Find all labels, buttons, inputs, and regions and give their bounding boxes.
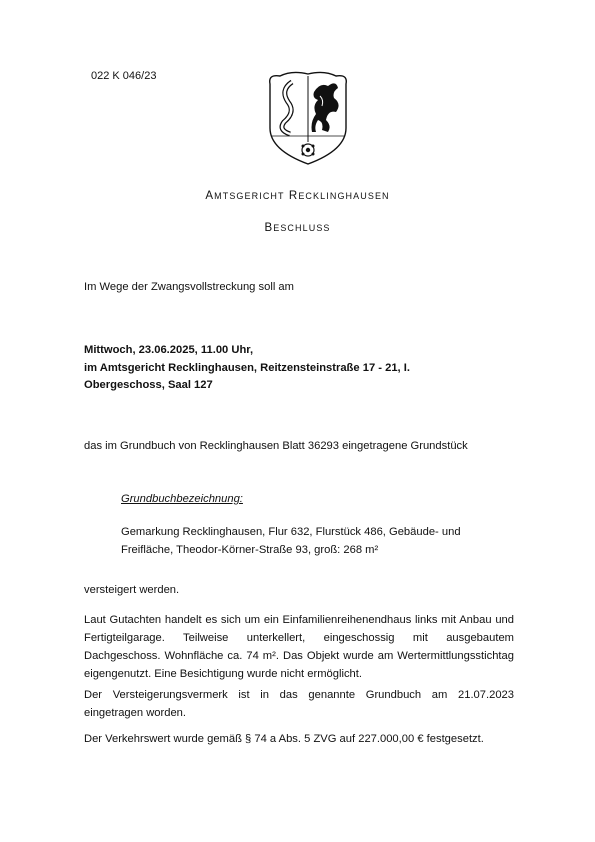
auction-date-location [84,342,504,395]
market-value-paragraph: Der Verkehrswert wurde gemäß § 74 a Abs. 5 ZVG auf 227.000,00 € festgesetzt. [84,733,484,745]
land-register-label: Grundbuchbezeichnung: [121,493,243,505]
appraisal-paragraph: Laut Gutachten handelt es sich um ein Einfamilienreihenendhaus links mit Anbau und Fertigteilgarage. Teilweise unterkellert, eingeschossig mit ausgebautem Dachgeschoss. Wohnfläche ca. 74 m². Das Objekt wurde am Wertermittlungsstichtag eigengenutzt. Eine Besichtigung wurde nicht ermöglicht. [84,614,514,680]
auction-location: im Amtsgericht Recklinghausen, Reitzensteinstraße 17 - 21, I. [84,361,410,374]
auction-date: Mittwoch, 23.06.2025, 11.00 Uhr, [84,344,254,356]
intro-text: Im Wege der Zwangsvollstreckung soll am [84,281,294,293]
coat-of-arms-icon [262,70,354,166]
register-note-paragraph: Der Versteigerungsvermerk ist in das genannte Grundbuch am 21.07.2023 eingetragen worden. [84,689,514,719]
court-name: AMTSGERICHT RECKLINGHAUSEN [205,190,390,202]
document-title: BESCHLUSS [264,222,331,234]
auction-statement: versteigert werden. [84,584,180,596]
land-register-designation: Gemarkung Recklinghausen, Flur 632, Flurstück 486, Gebäude- und Freifläche, Theodor-Körner-Straße 93, groß: 268 m² [121,526,461,556]
case-number: 022 K 046/23 [91,70,157,82]
auction-room: Obergeschoss, Saal 127 [84,379,213,391]
land-register-text: das im Grundbuch von Recklinghausen Blatt 36293 eingetragene Grundstück [84,440,468,452]
